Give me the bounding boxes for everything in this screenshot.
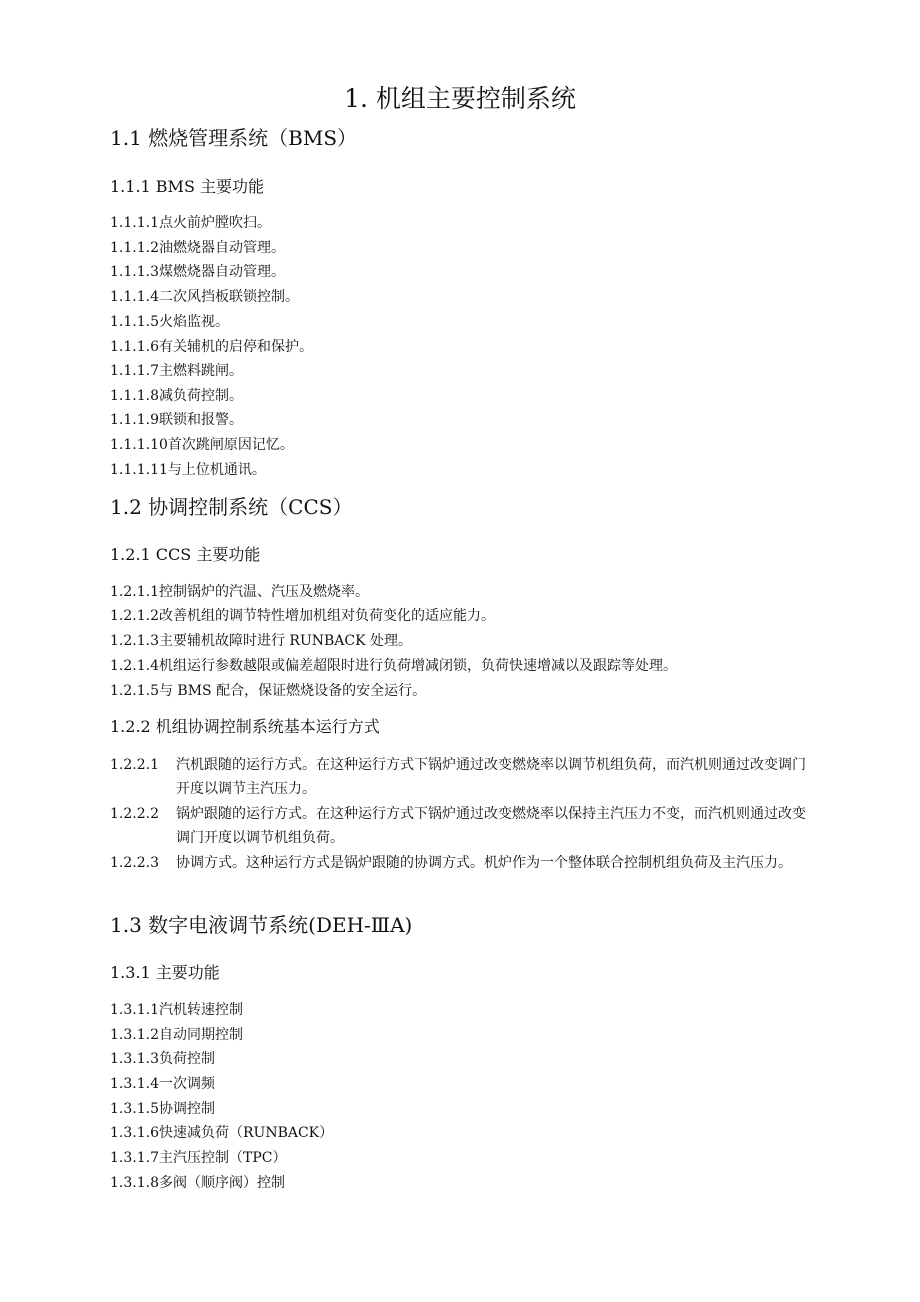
- subsection-heading-1-2-2: 1.2.2 机组协调控制系统基本运行方式: [110, 717, 380, 736]
- list-item: 1.2.2.1 汽机跟随的运行方式。在这种运行方式下锅炉通过改变燃烧率以调节机组负荷，而汽机则通过改变调门开度以调节主汽压力。: [110, 757, 806, 797]
- list-item: 1.2.2.2 锅炉跟随的运行方式。在这种运行方式下锅炉通过改变燃烧率以保持主汽压力不变，而汽机则通过改变调门开度以调节机组负荷。: [110, 806, 806, 846]
- section-heading-1-1: 1.1 燃烧管理系统（BMS）: [110, 126, 358, 150]
- list-item: 1.2.1.3主要辅机故障时进行 RUNBACK 处理。: [110, 633, 413, 649]
- subsection-heading-1-3-1: 1.3.1 主要功能: [110, 963, 220, 982]
- list-item: 1.1.1.5火焰监视。: [110, 314, 229, 330]
- list-item: 1.3.1.7主汽压控制（TPC）: [110, 1150, 287, 1166]
- list-item: 1.1.1.9联锁和报警。: [110, 412, 243, 428]
- list-item: 1.3.1.1汽机转速控制: [110, 1002, 243, 1018]
- list-item: 1.1.1.4二次风挡板联锁控制。: [110, 289, 299, 305]
- list-item: 1.3.1.3负荷控制: [110, 1051, 215, 1067]
- list-item: 1.1.1.1点火前炉膛吹扫。: [110, 215, 271, 231]
- list-item: 1.1.1.7主燃料跳闸。: [110, 363, 243, 379]
- list-item: 1.3.1.8多阀（顺序阀）控制: [110, 1175, 285, 1191]
- list-item: 1.2.1.5与 BMS 配合，保证燃烧设备的安全运行。: [110, 683, 427, 699]
- list-item: 1.1.1.8减负荷控制。: [110, 388, 243, 404]
- list-item: 1.3.1.4一次调频: [110, 1076, 215, 1092]
- subsection-heading-1-1-1: 1.1.1 BMS 主要功能: [110, 177, 264, 196]
- list-item: 1.2.1.1控制锅炉的汽温、汽压及燃烧率。: [110, 584, 369, 600]
- list-item: 1.1.1.11与上位机通讯。: [110, 462, 266, 478]
- list-item: 1.1.1.3煤燃烧器自动管理。: [110, 264, 285, 280]
- list-item: 1.2.1.4机组运行参数越限或偏差超限时进行负荷增减闭锁，负荷快速增减以及跟踪等处理。: [110, 658, 677, 674]
- section-heading-1-3: 1.3 数字电液调节系统(DEH-ⅢA): [110, 913, 413, 937]
- list-item: 1.1.1.6有关辅机的启停和保护。: [110, 339, 313, 355]
- list-item: 1.2.1.2改善机组的调节特性增加机组对负荷变化的适应能力。: [110, 608, 495, 624]
- document-title: 1. 机组主要控制系统: [344, 84, 576, 113]
- list-item: 1.2.2.3 协调方式。这种运行方式是锅炉跟随的协调方式。机炉作为一个整体联合控制机组负荷及主汽压力。: [110, 855, 792, 871]
- section-heading-1-2: 1.2 协调控制系统（CCS）: [110, 495, 353, 519]
- list-item: 1.3.1.2自动同期控制: [110, 1027, 243, 1043]
- list-item: 1.3.1.5协调控制: [110, 1101, 215, 1117]
- list-item: 1.3.1.6快速减负荷（RUNBACK）: [110, 1125, 334, 1141]
- list-item: 1.1.1.2油燃烧器自动管理。: [110, 240, 285, 256]
- list-item: 1.1.1.10首次跳闸原因记忆。: [110, 437, 294, 453]
- subsection-heading-1-2-1: 1.2.1 CCS 主要功能: [110, 545, 261, 564]
